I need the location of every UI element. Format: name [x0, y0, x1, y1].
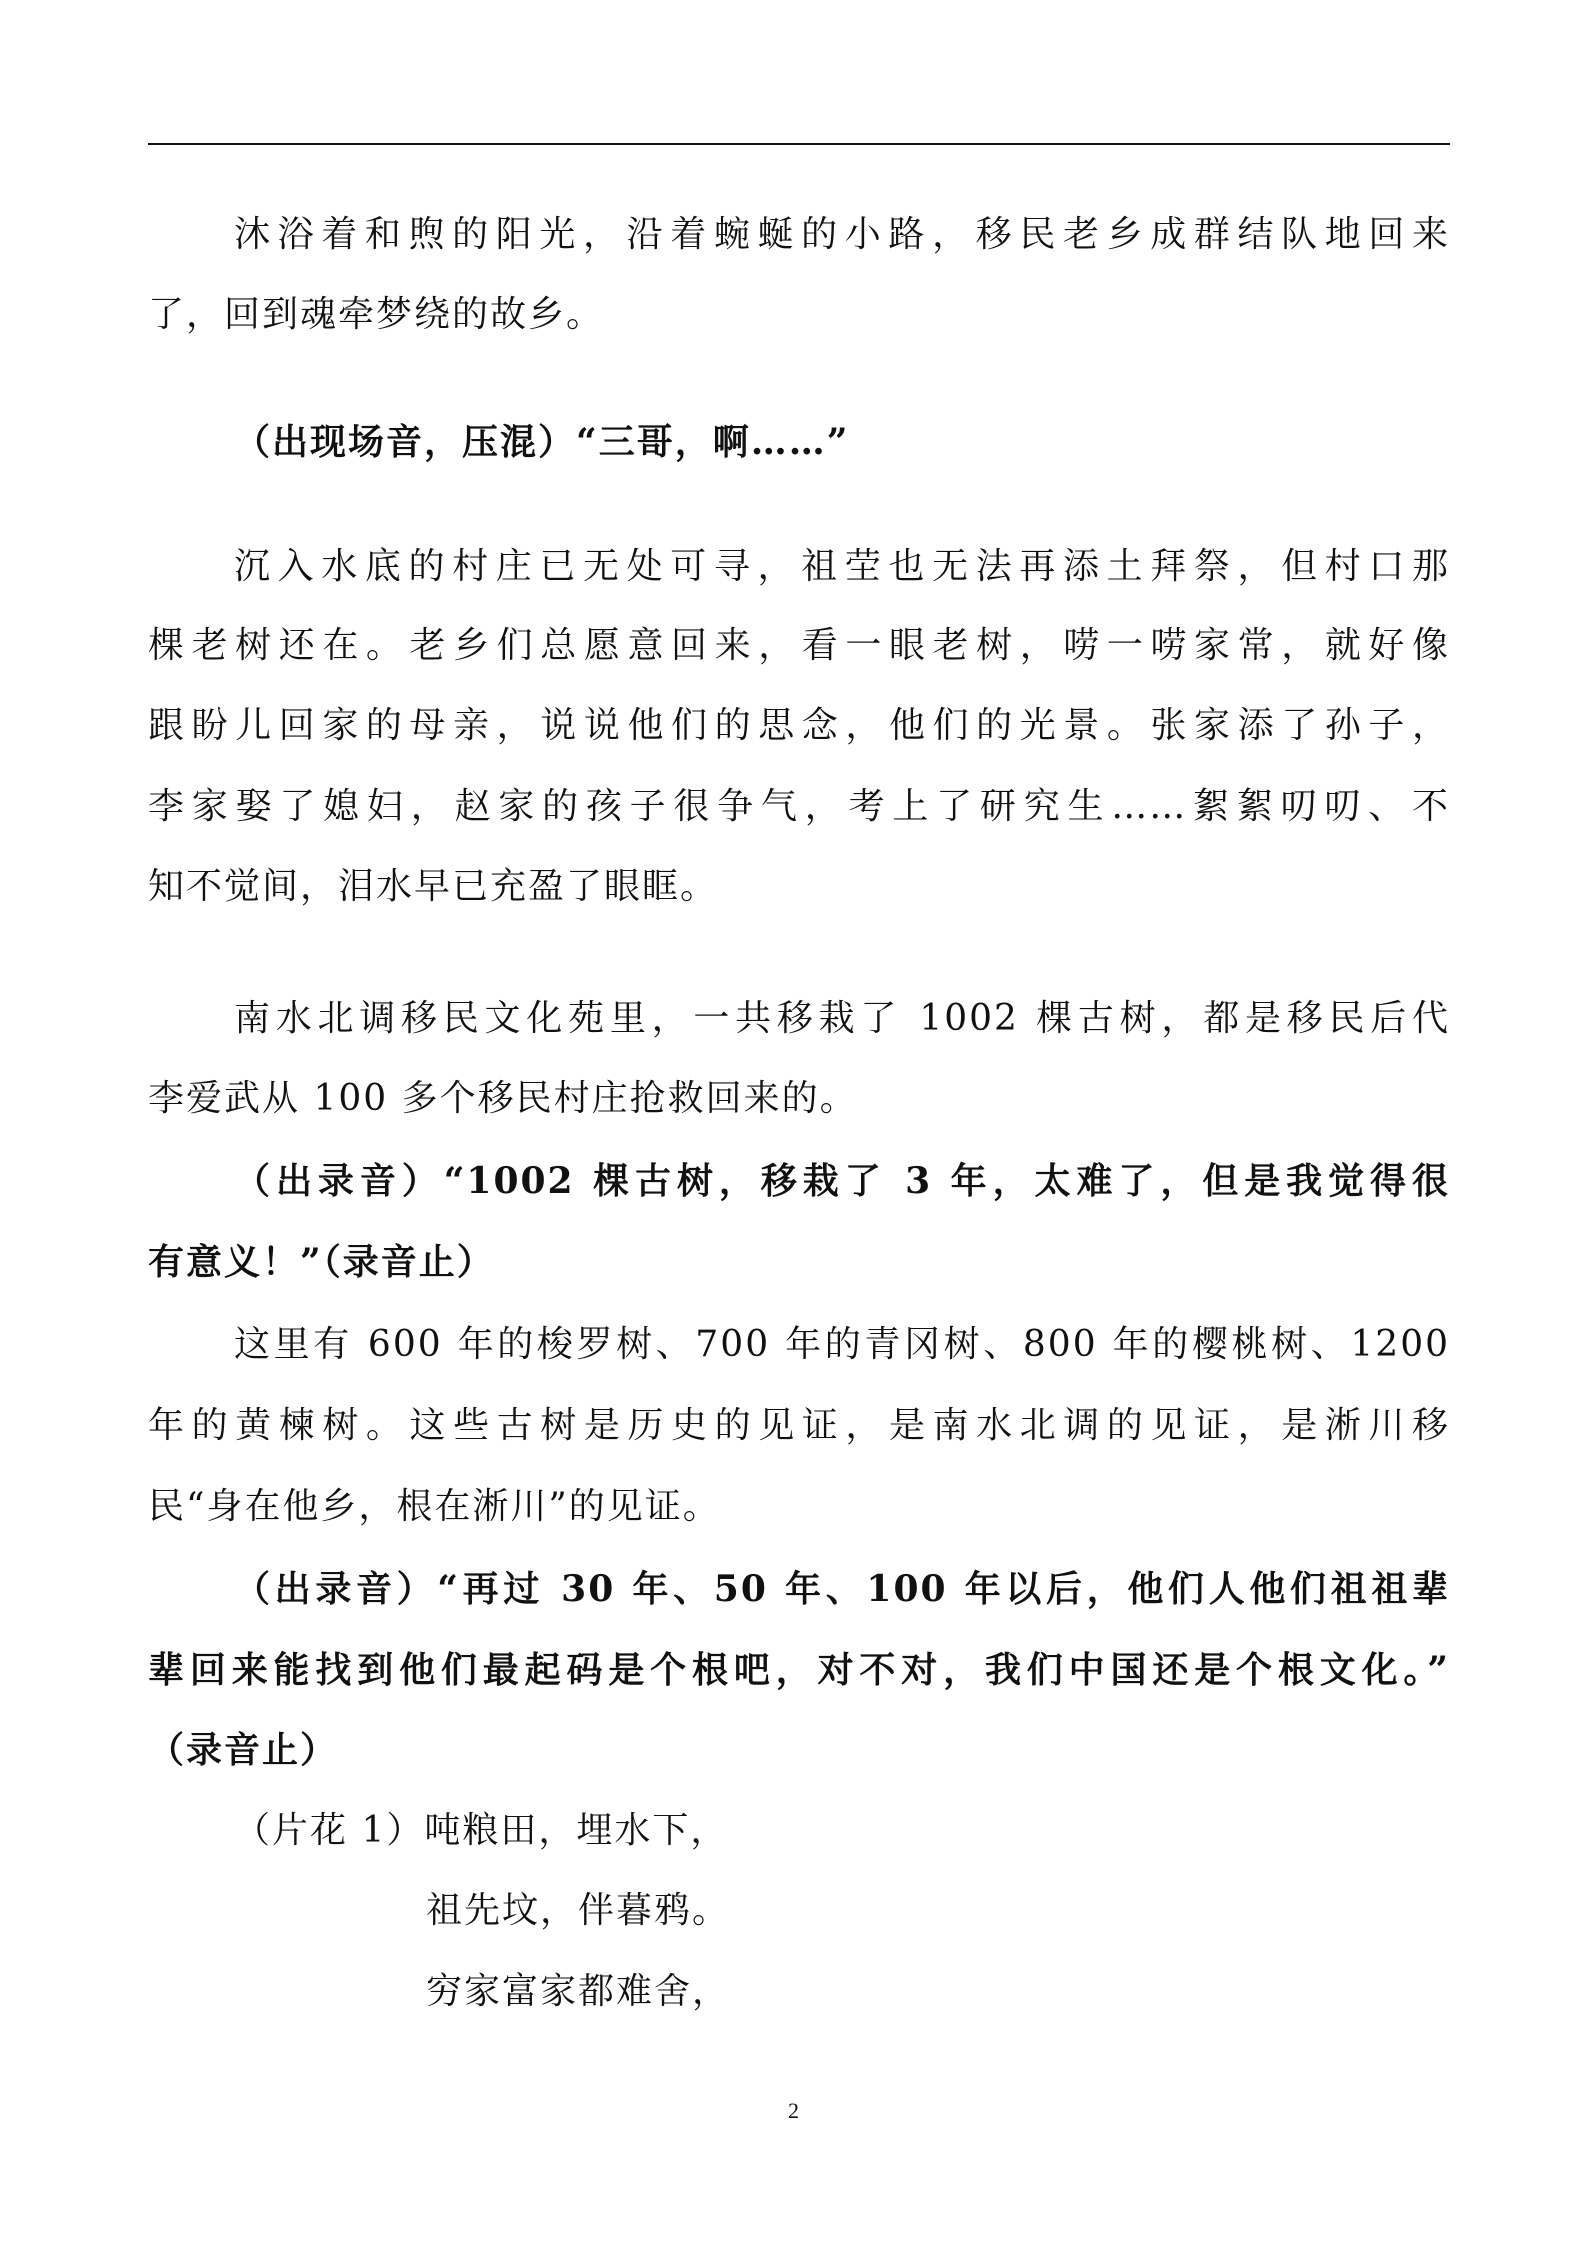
- text-line: 民“身在他乡，根在淅川”的见证。: [148, 1486, 721, 1527]
- page-number: 2: [788, 2098, 799, 2123]
- header-rule: [148, 143, 1450, 145]
- verse-line: （片花 1）吨粮田，埋水下，: [234, 1810, 729, 1851]
- verse-line: 祖先坟，伴暮鸦。: [426, 1890, 731, 1931]
- text-line: 沉入水底的村庄已无处可寻，祖茔也无法再添土拜祭，但村口那: [234, 546, 1450, 587]
- text-line: （出录音）“再过 30 年、50 年、100 年以后，他们人他们祖祖辈: [234, 1568, 1450, 1610]
- text-line: 了，回到魂牵梦绕的故乡。: [148, 294, 605, 335]
- text-line: 年的黄楝树。这些古树是历史的见证，是南水北调的见证，是淅川移: [148, 1405, 1450, 1446]
- text-line: 棵老树还在。老乡们总愿意回来，看一眼老树，唠一唠家常，就好像: [148, 625, 1450, 666]
- text-line: 南水北调移民文化苑里，一共移栽了 1002 棵古树，都是移民后代: [234, 998, 1450, 1039]
- text-line: 沐浴着和煦的阳光，沿着蜿蜒的小路，移民老乡成群结队地回来: [234, 214, 1450, 255]
- text-line: 有意义！”（录音止）: [148, 1241, 495, 1283]
- verse-line: 穷家富家都难舍，: [426, 1971, 731, 2012]
- text-line: 知不觉间，泪水早已充盈了眼眶。: [148, 866, 719, 907]
- text-line: （出现场音，压混）“三哥，啊……”: [234, 421, 850, 463]
- text-line: 李爱武从 100 多个移民村庄抢救回来的。: [148, 1078, 858, 1119]
- text-line: 这里有 600 年的梭罗树、700 年的青冈树、800 年的樱桃树、1200: [234, 1324, 1450, 1365]
- text-line: （出录音）“1002 棵古树，移栽了 3 年，太难了，但是我觉得很: [234, 1160, 1450, 1202]
- text-line: 李家娶了媳妇，赵家的孩子很争气，考上了研究生……絮絮叨叨、不: [148, 786, 1450, 827]
- text-line: （录音止）: [148, 1729, 339, 1771]
- text-line: 辈回来能找到他们最起码是个根吧，对不对，我们中国还是个根文化。”: [148, 1649, 1450, 1691]
- text-line: 跟盼儿回家的母亲，说说他们的思念，他们的光景。张家添了孙子，: [148, 705, 1450, 746]
